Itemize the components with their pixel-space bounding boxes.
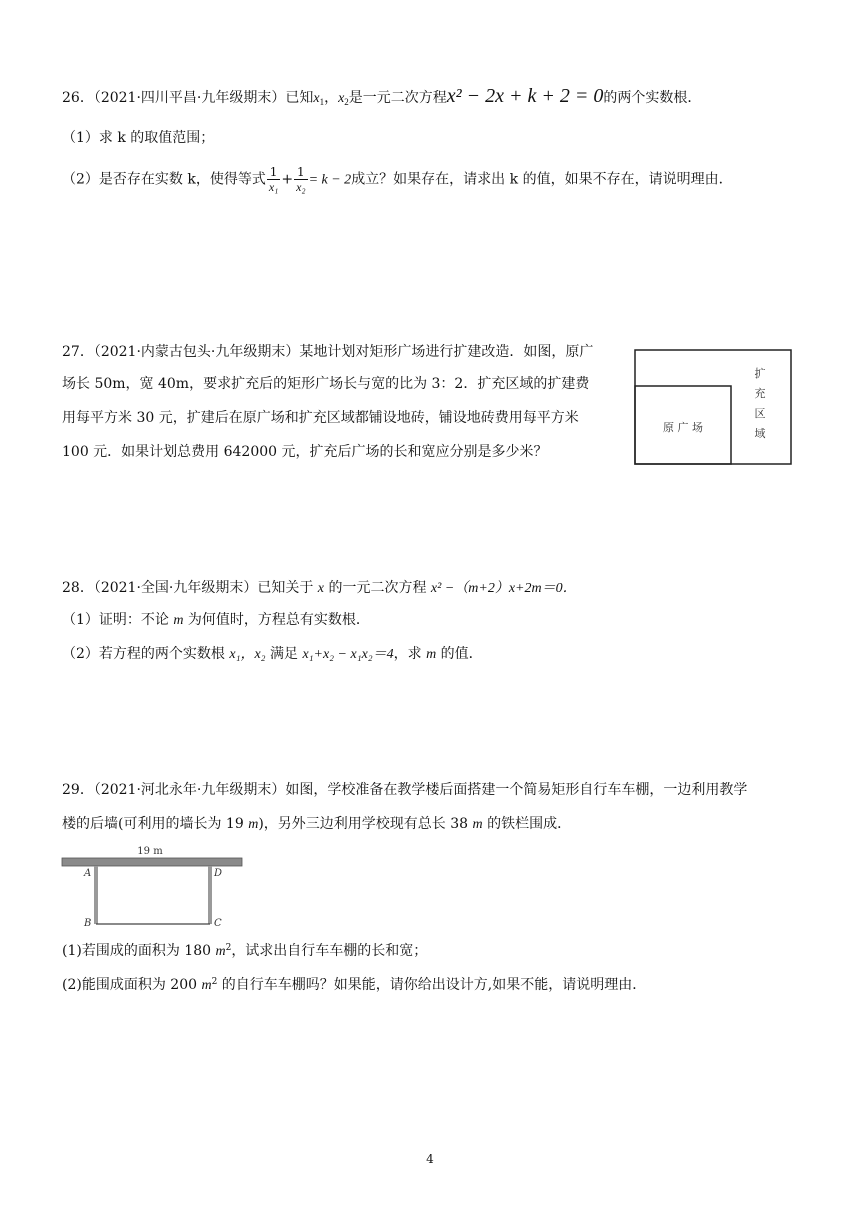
- point-d: D: [214, 868, 223, 879]
- original-square-label: 原 广 场: [663, 421, 703, 434]
- q29-part1: (1)若围成的面积为 180 $m^2$，试求出自行车车棚的长和宽；: [62, 943, 428, 959]
- wall-length-label: 19 m: [137, 846, 163, 857]
- q27-figure: [634, 349, 794, 467]
- q26-line1: 26．（2021·四川平昌·九年级期末）已知$x_1$，$x_2$是一元二次方程x² − 2x + k + 2 = 0的两个实数根．: [62, 85, 702, 107]
- q28-line1: 28．（2021·全国·九年级期末）已知关于 x 的一元二次方程 x² −（m+2）x+2m＝0．: [62, 580, 577, 596]
- q29-figure: [58, 842, 248, 928]
- q26-equation: x² − 2x + k + 2 = 0: [446, 85, 604, 107]
- q26-part2: （2）是否存在实数 k，使得等式 $\frac{1}{\text{x₁}}$ + $\frac{1}{\text{x₂}}$ = k − 2成立？如果存在，请求出 k 的值，如果不存在，请说明理由．: [62, 165, 733, 194]
- q29-part2: (2)能围成面积为 200 $m^2$ 的自行车车棚吗？如果能，请你给出设计方,如果不能，请说明理由．: [62, 977, 647, 993]
- expansion-label-2: 充: [754, 387, 766, 400]
- q27-line1: 27．（2021·内蒙古包头·九年级期末）某地计划对矩形广场进行扩建改造．如图，原广: [62, 344, 594, 360]
- q28-equation: x² −（m+2）x+2m＝0．: [430, 581, 577, 596]
- q28-part1: （1）证明：不论 m 为何值时，方程总有实数根．: [62, 612, 370, 628]
- expansion-label-3: 区: [754, 407, 766, 420]
- q26-part1: （1）求 k 的取值范围；: [62, 130, 215, 146]
- q27-line3: 用每平方米 30 元，扩建后在原广场和扩充区域都铺设地砖，铺设地砖费用每平方米: [62, 410, 579, 426]
- point-c: C: [214, 918, 222, 928]
- fraction-1-x1: $\frac{1}{\text{x₁}}$: [268, 165, 279, 194]
- q29-line1: 29．（2021·河北永年·九年级期末）如图，学校准备在教学楼后面搭建一个简易矩形自行车车棚，一边利用教学: [62, 782, 748, 798]
- point-b: B: [84, 918, 92, 928]
- fence-right: [208, 866, 212, 924]
- expansion-label-1: 扩: [754, 367, 766, 380]
- q29-line2: 楼的后墙(可利用的墙长为 19 m)，另外三边利用学校现有总长 38 m 的铁栏围成．: [62, 816, 572, 832]
- page-number: 4: [426, 1152, 434, 1166]
- point-a: A: [84, 868, 92, 879]
- q28-part2: （2）若方程的两个实数根 x₁，x₂ 满足 x₁+x₂ − x₁x₂＝4，求 m 的值．: [62, 646, 483, 662]
- q27-line2: 场长 50m，宽 40m，要求扩充后的矩形广场长与宽的比为 3：2．扩充区域的扩建费: [62, 376, 590, 392]
- fraction-1-x2: $\frac{1}{\text{x₂}}$: [296, 165, 306, 194]
- expansion-label-4: 域: [754, 427, 766, 440]
- q27-line4: 100 元．如果计划总费用 642000 元，扩充后广场的长和宽应分别是多少米？: [62, 444, 548, 460]
- wall: [62, 858, 242, 866]
- fence-left: [94, 866, 98, 924]
